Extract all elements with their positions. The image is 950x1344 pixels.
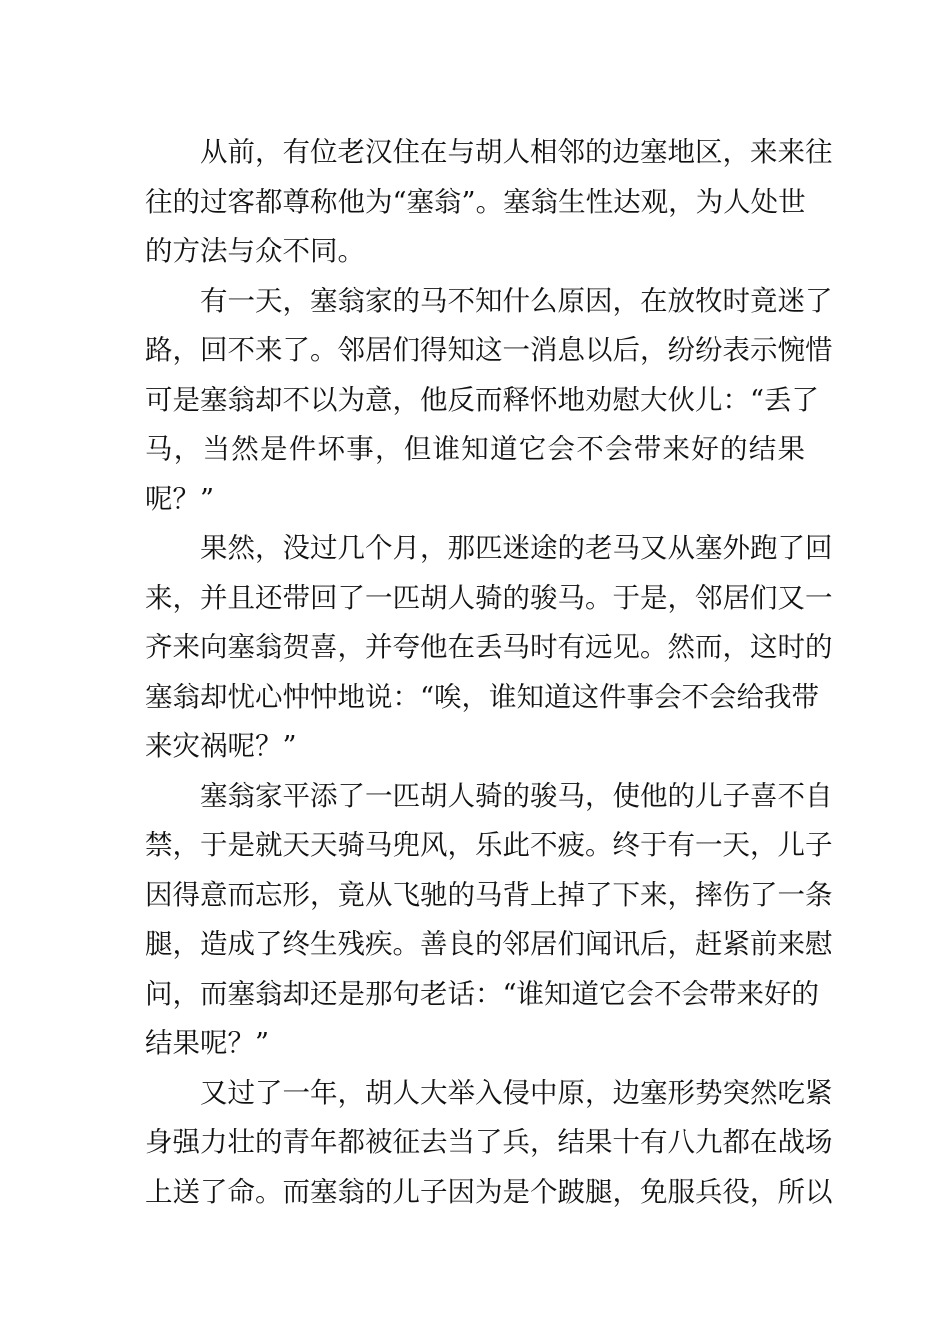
text-line: 又过了一年，胡人大举入侵中原，边塞形势突然吃紧 bbox=[200, 1076, 833, 1109]
text-line: 果然，没过几个月，那匹迷途的老马又从塞外跑了回 bbox=[200, 532, 833, 564]
text-line: 路，回不来了。邻居们得知这一消息以后，纷纷表示惋惜 bbox=[145, 334, 833, 366]
text-line: 结果呢？” bbox=[145, 1027, 270, 1059]
text-line: 腿，造成了终生残疾。善良的邻居们闻讯后，赶紧前来慰 bbox=[145, 928, 833, 960]
text-line: 可是塞翁却不以为意，他反而释怀地劝慰大伙儿：“丢了 bbox=[145, 383, 820, 416]
text-line: 呢？” bbox=[145, 482, 215, 515]
text-line: 禁，于是就天天骑马兜风，乐此不疲。终于有一天，儿子 bbox=[145, 829, 833, 861]
text-line: 塞翁却忧心忡忡地说：“唉，谁知道这件事会不会给我带 bbox=[145, 680, 820, 713]
text-line: 上送了命。而塞翁的儿子因为是个跛腿，免服兵役，所以 bbox=[145, 1175, 833, 1208]
text-line: 来灾祸呢？” bbox=[145, 730, 297, 762]
text-line: 从前，有位老汉住在与胡人相邻的边塞地区，来来往 bbox=[200, 136, 833, 168]
text-line: 齐来向塞翁贺喜，并夸他在丢马时有远见。然而，这时的 bbox=[145, 631, 833, 663]
text-line: 的方法与众不同。 bbox=[145, 235, 365, 267]
text-line: 来，并且还带回了一匹胡人骑的骏马。于是，邻居们又一 bbox=[145, 581, 833, 614]
text-line: 往的过客都尊称他为“塞翁”。塞翁生性达观，为人处世 bbox=[145, 185, 806, 218]
text-line: 因得意而忘形，竟从飞驰的马背上掉了下来，摔伤了一条 bbox=[145, 878, 833, 911]
document-body bbox=[145, 128, 833, 1217]
text-line: 塞翁家平添了一匹胡人骑的骏马，使他的儿子喜不自 bbox=[200, 779, 833, 812]
text-line: 身强力壮的青年都被征去当了兵，结果十有八九都在战场 bbox=[145, 1126, 833, 1158]
text-line: 问，而塞翁却还是那句老话：“谁知道它会不会带来好的 bbox=[145, 977, 820, 1010]
text-line: 有一天，塞翁家的马不知什么原因，在放牧时竟迷了 bbox=[200, 284, 833, 317]
text-line: 马，当然是件坏事，但谁知道它会不会带来好的结果 bbox=[145, 433, 805, 465]
